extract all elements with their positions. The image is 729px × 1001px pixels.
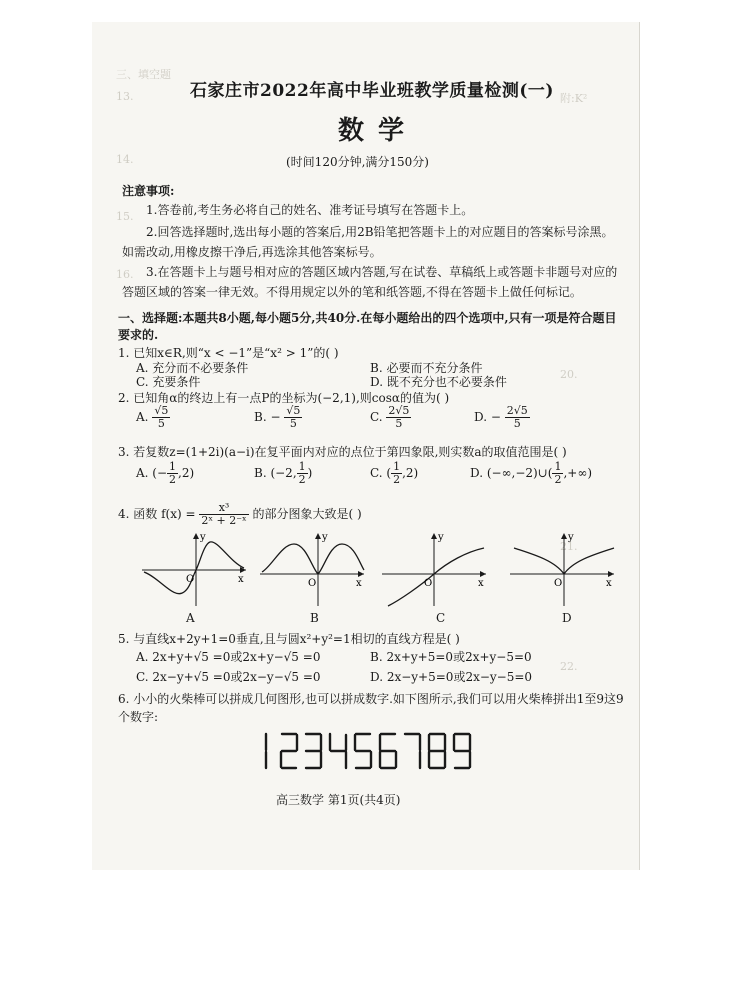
axis-y-label: y (200, 532, 206, 543)
notice-heading: 注意事项: (122, 184, 175, 198)
question-2-option-d: D. − $\frac{2√5}{5}$ (474, 404, 528, 430)
subject-title: 数学 (338, 116, 419, 146)
question-1-option-c: C. 充要条件 (136, 375, 201, 389)
question-1-option-d: D. 既不充分也不必要条件 (370, 375, 507, 389)
origin-label: O (424, 578, 433, 589)
graph-label-a: A (186, 611, 195, 625)
notice-item-1: 1.答卷前,考生务必将自己的姓名、准考证号填写在答题卡上。 (146, 203, 474, 217)
bleed-through-text: 20. (560, 368, 578, 381)
question-5-option-c: C. 2x−y+√5 =0或2x−y−√5 =0 (136, 670, 321, 684)
bleed-through-text: 16. (116, 268, 134, 281)
bleed-through-text: 三、填空题 (116, 68, 171, 81)
origin-label: O (308, 578, 317, 589)
question-6-stem: 6. 小小的火柴棒可以拼成几何图形,也可以拼成数字.如下图所示,我们可以用火柴棒拼出1至9这9个数字: (118, 692, 624, 724)
question-1-option-b: B. 必要而不充分条件 (370, 361, 483, 375)
axis-y-label: y (322, 532, 328, 543)
bleed-through-text: 13. (116, 90, 134, 103)
graph-label-d: D (562, 611, 572, 625)
graph-option-c (380, 530, 490, 610)
section-heading: 一、选择题:本题共8小题,每小题5分,共40分.在每小题给出的四个选项中,只有一项是符合题目要求的. (118, 311, 617, 342)
question-5-option-b: B. 2x+y+5=0或2x+y−5=0 (370, 650, 532, 664)
question-2-option-a: A. $\frac{√5}{5}$ (136, 404, 169, 430)
question-5-option-d: D. 2x−y+5=0或2x−y−5=0 (370, 670, 533, 684)
matchstick-digits (258, 731, 472, 771)
time-score-note: (时间120分钟,满分150分) (286, 155, 429, 169)
bleed-through-text: 21. (560, 540, 578, 553)
bleed-through-text: 附:K² (560, 92, 588, 105)
question-3-stem: 3. 若复数z=(1+2i)(a−i)在复平面内对应的点位于第四象限,则实数a的取值范围是( ) (118, 445, 567, 459)
question-1-option-a: A. 充分而不必要条件 (136, 361, 249, 375)
origin-label: O (554, 578, 563, 589)
graph-option-b (258, 530, 368, 610)
axis-y-label: y (568, 532, 574, 543)
axis-x-label: x (356, 578, 362, 589)
axis-x-label: x (478, 578, 484, 589)
question-2-stem: 2. 已知角α的终边上有一点P的坐标为(−2,1),则cosα的值为( ) (118, 391, 450, 405)
question-3-option-b: B. (−2, $\frac{1}{2}$ ) (254, 460, 313, 486)
axis-x-label: x (238, 574, 244, 585)
graph-label-b: B (310, 611, 319, 625)
graph-label-c: C (436, 611, 446, 625)
question-4-stem: 4. 函数 f(x) = $\frac{\text{x³}}{\text{2ˣ + 2⁻ˣ}}$ 的部分图象大致是( ) (118, 501, 362, 527)
question-3-option-d: D. (−∞,−2)∪( $\frac{1}{2}$ ,+∞) (470, 460, 593, 486)
question-2-option-c: C. $\frac{2√5}{5}$ (370, 404, 410, 430)
exam-title: 石家庄市2022年高中毕业班教学质量检测(一) (190, 81, 554, 101)
question-2-option-b: B. − $\frac{√5}{5}$ (254, 404, 301, 430)
question-1-stem: 1. 已知x∈R,则“x < −1”是“x² > 1”的( ) (118, 346, 339, 360)
notice-item-2: 2.回答选择题时,选出每小题的答案后,用2B铅笔把答题卡上的对应题目的答案标号涂黑。如需改动,用橡皮擦干净后,再选涂其他答案标号。 (122, 225, 614, 259)
axis-y-label: y (438, 532, 444, 543)
bleed-through-text: 22. (560, 660, 578, 673)
graph-option-a (140, 530, 250, 610)
question-5-stem: 5. 与直线x+2y+1=0垂直,且与圆x²+y²=1相切的直线方程是( ) (118, 632, 460, 646)
question-3-option-a: A. (− $\frac{1}{2}$ ,2) (136, 460, 195, 486)
bleed-through-text: 15. (116, 210, 134, 223)
question-5-option-a: A. 2x+y+√5 =0或2x+y−√5 =0 (136, 650, 321, 664)
notice-item-3: 3.在答题卡上与题号相对应的答题区域内答题,写在试卷、草稿纸上或答题卡非题号对应的答题区域的答案一律无效。不得用规定以外的笔和纸答题,不得在答题卡上做任何标记。 (122, 265, 618, 299)
graph-option-d (508, 530, 618, 610)
axis-x-label: x (606, 578, 612, 589)
question-3-option-c: C. ( $\frac{1}{2}$ ,2) (370, 460, 419, 486)
origin-label: O (186, 574, 195, 585)
bleed-through-text: 14. (116, 153, 134, 166)
page-footer: 高三数学 第1页(共4页) (276, 793, 401, 807)
